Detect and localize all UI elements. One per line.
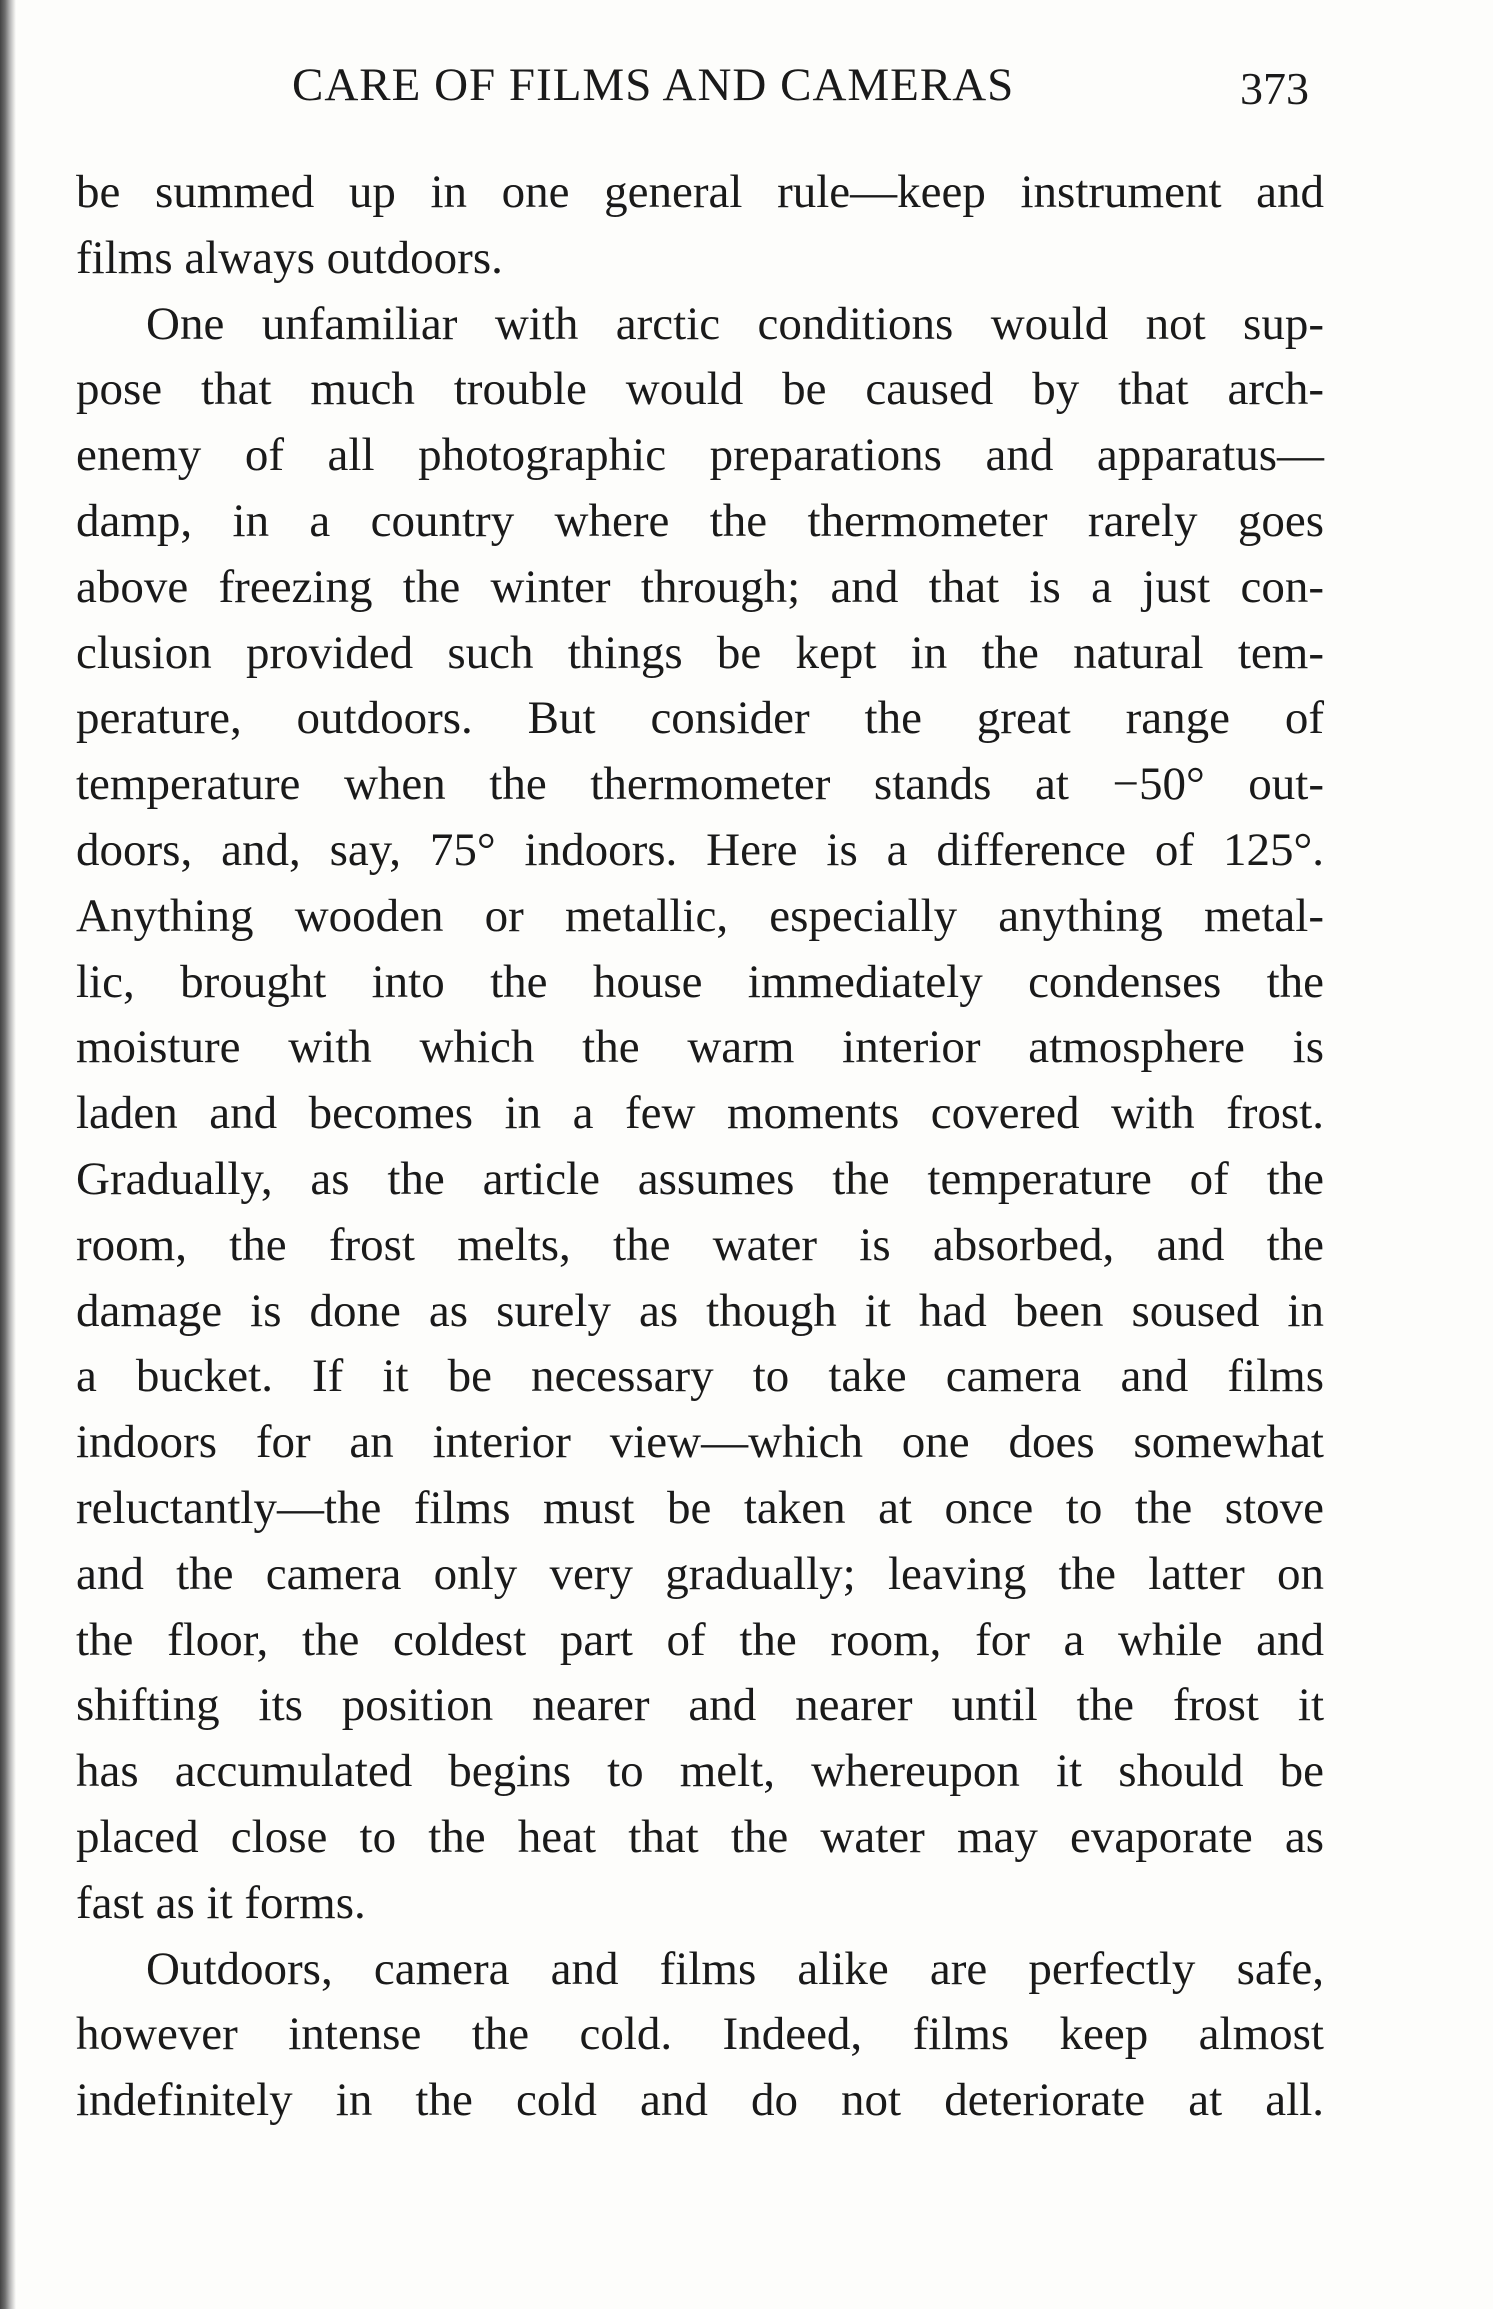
text-line: above freezing the winter through; and that is a just con-: [76, 560, 1324, 613]
text-line: however intense the cold. Indeed, films keep almost: [76, 2008, 1324, 2061]
text-line: the floor, the coldest part of the room, for a while and: [76, 1613, 1324, 1666]
text-line: fast as it forms.: [76, 1876, 366, 1929]
text-line: pose that much trouble would be caused by that arch-: [76, 363, 1324, 416]
text-line: and the camera only very gradually; leaving the latter on: [76, 1547, 1324, 1600]
text-line: indefinitely in the cold and do not deteriorate at all.: [76, 2074, 1324, 2127]
text-line: moisture with which the warm interior atmosphere is: [76, 1021, 1324, 1074]
text-line: Gradually, as the article assumes the temperature of the: [76, 1152, 1324, 1205]
text-line: enemy of all photographic preparations and apparatus—: [76, 429, 1324, 482]
text-line: has accumulated begins to melt, whereupon it should be: [76, 1745, 1324, 1798]
text-line: films always outdoors.: [76, 231, 503, 284]
running-head: CARE OF FILMS AND CAMERAS: [292, 59, 1015, 111]
text-line: be summed up in one general rule—keep instrument and: [76, 166, 1324, 218]
text-line: temperature when the thermometer stands at −50° out-: [76, 758, 1324, 811]
body-text: [76, 160, 1324, 2134]
text-line: damage is done as surely as though it had been soused in: [76, 1284, 1324, 1337]
text-line: placed close to the heat that the water may evaporate as: [76, 1810, 1324, 1863]
text-line: a bucket. If it be necessary to take camera and films: [76, 1350, 1324, 1403]
text-line: shifting its position nearer and nearer until the frost it: [76, 1679, 1324, 1732]
scan-edge-shadow: [0, 0, 16, 2309]
text-line: reluctantly—the films must be taken at once to the stove: [76, 1481, 1324, 1534]
text-line: room, the frost melts, the water is absorbed, and the: [76, 1218, 1324, 1271]
text-line: Anything wooden or metallic, especially anything metal-: [76, 889, 1324, 942]
page-number: 373: [1240, 63, 1309, 114]
text-line: doors, and, say, 75° indoors. Here is a difference of 125°.: [76, 823, 1324, 876]
text-line: lic, brought into the house immediately condenses the: [76, 955, 1324, 1008]
text-line: clusion provided such things be kept in the natural tem-: [76, 626, 1324, 679]
text-line: One unfamiliar with arctic conditions would not sup-: [146, 297, 1324, 350]
text-line: perature, outdoors. But consider the great range of: [76, 692, 1324, 745]
text-line: Outdoors, camera and films alike are perfectly safe,: [146, 1942, 1324, 1995]
text-line: indoors for an interior view—which one does somewhat: [76, 1416, 1324, 1469]
text-line: laden and becomes in a few moments covered with frost.: [76, 1087, 1324, 1140]
text-line: damp, in a country where the thermometer rarely goes: [76, 494, 1324, 547]
